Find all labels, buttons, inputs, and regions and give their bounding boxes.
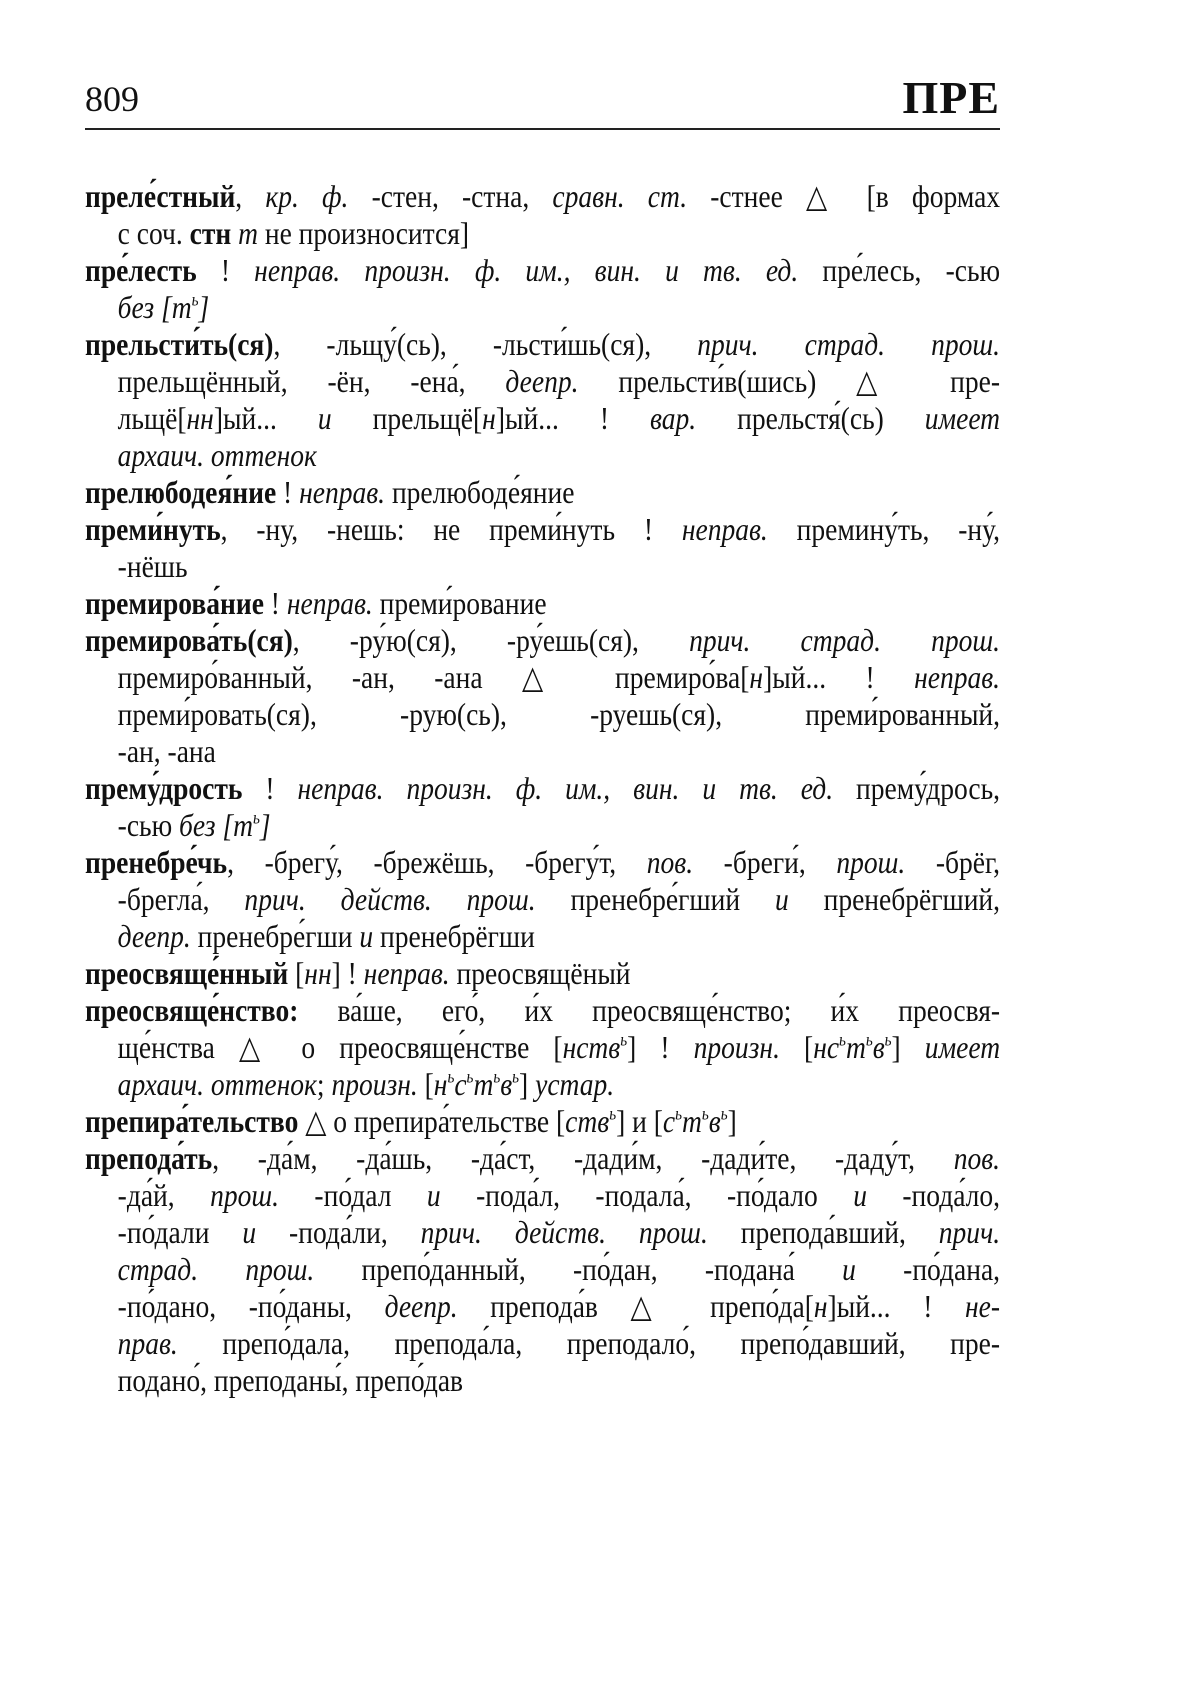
entry-text: стн [189,215,232,251]
headword: препода́ть [85,1140,213,1176]
soft-mark-superscript: ь [466,1066,474,1087]
entry-continuation-line [85,363,1000,400]
label-italic: кр. ф. [265,178,349,214]
entry-continuation-line [85,289,1000,326]
label-italic: не- [965,1288,1001,1324]
label-italic: прош. [836,844,906,880]
label-italic: нн [186,400,214,436]
headword: преле́стный [85,178,236,214]
label-italic: и [426,1177,441,1213]
entry-text: -по́дал [279,1177,427,1213]
entry-continuation-line [85,659,1000,696]
label-italic: в [500,1066,513,1102]
label-italic: н [813,1288,828,1324]
entry-first-line [85,326,1000,363]
dictionary-entry [85,252,1000,326]
headword: прельсти́ть(ся) [85,326,274,362]
label-italic: пов. [646,844,694,880]
entry-text: ] и [ [616,1103,663,1139]
label-italic: деепр. [384,1288,458,1324]
entry-text: -нёшь [117,548,188,584]
entry-continuation-line [85,918,1000,955]
dictionary-entry [85,770,1000,844]
entry-text: ]ый... ! [495,400,651,436]
dictionary-entries [85,178,1000,1399]
entry-text: ще́нства △ о преосвяще́нстве [ [117,1029,563,1065]
entry-continuation-line [85,696,1000,733]
label-italic: ] [198,289,210,325]
soft-mark-superscript: ь [701,1103,709,1124]
entry-text: преми́рование [372,585,547,621]
entry-text: , -ру́ю(ся), -ру́ешь(ся), [292,622,690,658]
label-italic: без [т [117,289,192,325]
label-italic: и [242,1214,257,1250]
dictionary-entry [85,844,1000,955]
label-italic: без [т [179,807,253,843]
entry-text: ] ! [331,955,364,991]
label-italic: имеет [924,1029,1001,1065]
label-italic: устар. [535,1066,615,1102]
label-italic: и [853,1177,867,1213]
entry-text: -бреги́, [693,844,837,880]
soft-mark-superscript: ь [191,289,199,310]
entry-text: ! [276,474,300,510]
entry-first-line [85,252,1000,289]
entry-text [231,215,238,251]
entry-text: ]ый... [213,400,318,436]
label-italic: неправ. [286,585,373,621]
entry-text: ! [242,770,298,806]
entry-continuation-line [85,548,1000,585]
headword: премирова́ть(ся) [85,622,293,658]
entry-text: ; [316,1066,332,1102]
label-italic: деепр. [505,363,579,399]
label-italic: прич. [938,1214,1001,1250]
label-italic: сравн. ст. [552,178,688,214]
soft-mark-superscript: ь [720,1103,728,1124]
label-italic: архаич. оттенок [117,437,317,473]
entry-text: пренебре́гший [535,881,775,917]
dictionary-entry [85,585,1000,622]
dictionary-entry [85,1140,1000,1399]
entry-text: препо́дала, препода́ла, преподало́, препо́давший, пре- [177,1325,1001,1361]
entry-text: препода́вший, [707,1214,939,1250]
entry-first-line [85,992,1000,1029]
entry-text: -да́й, [117,1177,211,1213]
entry-continuation-line [85,1325,1000,1362]
label-italic: страд. прош. [117,1251,315,1287]
soft-mark-superscript: ь [447,1066,455,1087]
label-italic: н [482,400,496,436]
entry-text: [ [417,1066,434,1102]
soft-mark-superscript: ь [675,1103,683,1124]
headword: преми́нуть [85,511,221,547]
entry-text: преми́ровать(ся), -рую(сь), -руешь(ся), преми́рованный, [117,696,1001,732]
headword: пре́лесть [85,252,197,288]
entry-continuation-line [85,733,1000,770]
label-italic: и [842,1251,856,1287]
entry-text: -по́дана, [855,1251,1001,1287]
entry-continuation-line [85,400,1000,437]
entry-continuation-line [85,215,1000,252]
entry-text: прельщё[ [331,400,483,436]
dictionary-entry [85,178,1000,252]
label-italic: произн. [693,1029,780,1065]
soft-mark-superscript: ь [884,1029,892,1050]
label-italic: н [749,659,764,695]
label-italic: н [433,1066,448,1102]
entry-text: △ о препира́тельстве [ [298,1103,566,1139]
label-italic: т [845,1029,866,1065]
entry-text: -пода́ли, [256,1214,421,1250]
entry-text: прельстя́(сь) [696,400,925,436]
entry-text: премиро́ванный, -ан, -ана △ премиро́ва[ [117,659,750,695]
entry-text: -пода́ло, [866,1177,1001,1213]
label-italic: неправ. произн. ф. им., вин. и тв. ед. [297,770,834,806]
label-italic: архаич. оттенок [117,1066,317,1102]
label-italic: прош. [210,1177,280,1213]
entry-text: прелюбоде́яние [385,474,575,510]
entry-continuation-line [85,1362,1000,1399]
label-italic: прич. действ. прош. [420,1214,708,1250]
headword: прелюбодея́ние [85,474,277,510]
label-italic: и [774,881,789,917]
entry-text: , -льщу́(сь), -льсти́шь(ся), [273,326,698,362]
entry-text: ] ! [627,1029,694,1065]
label-italic: т [682,1103,702,1139]
dictionary-entry [85,992,1000,1103]
entry-text: препода́в △ препо́да[ [457,1288,814,1324]
entry-text: , -брегу́, -брежёшь, -брегу́т, [227,844,647,880]
header-rule [85,128,1000,130]
soft-mark-superscript: ь [865,1029,873,1050]
entry-first-line [85,622,1000,659]
entry-text: -по́дали [117,1214,243,1250]
headword: преосвяще́нство: [85,992,299,1028]
entry-continuation-line [85,437,1000,474]
label-italic: т [238,215,258,251]
headword: преосвяще́нный [85,955,289,991]
entry-text: ] [727,1103,737,1139]
entry-text: препо́данный, -по́дан, -подана́ [314,1251,843,1287]
label-italic: нс [813,1029,840,1065]
entry-text: пренебрёгши [373,918,535,954]
entry-text: прельсти́в(шись) △ пре- [578,363,1001,399]
entry-text: -пода́л, -подала́, -по́дало [440,1177,854,1213]
entry-text: пренебре́гши [190,918,360,954]
entry-first-line [85,585,1000,622]
entry-continuation-line [85,1066,1000,1103]
headword: препира́тельство [85,1103,299,1139]
label-italic: пов. [953,1140,1001,1176]
headword: премирова́ние [85,585,264,621]
soft-mark-superscript: ь [839,1029,846,1050]
entry-text: -по́дано, -по́даны, [117,1288,385,1324]
entry-text: ] [519,1066,536,1102]
label-italic: неправ. [363,955,450,991]
soft-mark-superscript: ь [252,807,260,828]
label-italic: с [662,1103,676,1139]
page-header [85,74,1000,128]
entry-text: ]ый... ! [827,1288,966,1324]
label-italic: неправ. [299,474,386,510]
entry-text: пре́лесь, -сью [798,252,1001,288]
entry-text: ва́ше, его́, и́х преосвяще́нство; и́х преосвя- [298,992,1001,1028]
dictionary-entry [85,1103,1000,1140]
label-italic: неправ. [681,511,768,547]
entry-text: ! [196,252,255,288]
entry-continuation-line [85,881,1000,918]
label-italic: с [454,1066,467,1102]
entry-text: премину́ть, -ну́, [767,511,1001,547]
label-italic: нств [562,1029,621,1065]
entry-text: -ан, -ана [117,733,216,769]
soft-mark-superscript: ь [493,1066,501,1087]
entry-text: ] [891,1029,925,1065]
entry-continuation-line [85,1177,1000,1214]
entry-text: прему́дрось, [833,770,1001,806]
dictionary-entry [85,326,1000,474]
entry-first-line [85,178,1000,215]
entry-text: преосвящёный [449,955,631,991]
label-italic: деепр. [117,918,191,954]
entry-first-line [85,511,1000,548]
label-italic: нн [304,955,332,991]
entry-text: с соч. [117,215,190,251]
dictionary-entry [85,622,1000,770]
label-italic: ств [565,1103,610,1139]
entry-text: , -да́м, -да́шь, -да́ст, -дади́м, -дади́те, -даду́т, [212,1140,954,1176]
entry-continuation-line [85,1029,1000,1066]
label-italic: прич. страд. прош. [697,326,1001,362]
headword: прему́дрость [85,770,243,806]
soft-mark-superscript: ь [609,1103,617,1124]
entry-continuation-line [85,1288,1000,1325]
page-number: 809 [85,79,139,119]
label-italic: прав. [117,1325,178,1361]
guide-word: ПРЕ [902,72,1000,123]
entry-text: прельщённый, -ён, -ена́, [117,363,506,399]
entry-continuation-line [85,1251,1000,1288]
entry-first-line [85,474,1000,511]
label-italic: т [473,1066,494,1102]
label-italic: ] [259,807,271,843]
entry-text: -брёг, [905,844,1001,880]
entry-first-line [85,1140,1000,1177]
dictionary-entry [85,474,1000,511]
entry-text: льщё[ [117,400,187,436]
entry-first-line [85,1103,1000,1140]
label-italic: в [708,1103,721,1139]
entry-text: не произносится] [257,215,470,251]
soft-mark-superscript: ь [512,1066,520,1087]
entry-text: ]ый... ! [763,659,915,695]
entry-text: [ [779,1029,814,1065]
label-italic: в [872,1029,885,1065]
entry-text: -стен, -стна, [348,178,553,214]
headword: пренебре́чь [85,844,228,880]
dictionary-entry [85,511,1000,585]
entry-text: , -ну, -нешь: не преми́нуть ! [220,511,682,547]
entry-first-line [85,770,1000,807]
entry-text: -брегла́, [117,881,245,917]
entry-continuation-line [85,807,1000,844]
label-italic: неправ. произн. ф. им., вин. и тв. ед. [254,252,799,288]
entry-text: подано́, преподаны́, препо́дав [117,1362,464,1398]
entry-text: [ [288,955,305,991]
label-italic: прич. действ. прош. [244,881,536,917]
entry-first-line [85,844,1000,881]
label-italic: и [359,918,374,954]
entry-text: пренебрёгший, [788,881,1001,917]
soft-mark-superscript: ь [620,1029,628,1050]
label-italic: имеет [924,400,1001,436]
label-italic: неправ. [914,659,1001,695]
entry-text: ! [263,585,287,621]
entry-continuation-line [85,1214,1000,1251]
entry-first-line [85,955,1000,992]
entry-text: -сью [117,807,180,843]
label-italic: и [317,400,332,436]
dictionary-entry [85,955,1000,992]
label-italic: прич. страд. прош. [689,622,1001,658]
entry-text: -стнее △ [в формах [687,178,1001,214]
entry-text: , [235,178,266,214]
label-italic: произн. [331,1066,418,1102]
label-italic: вар. [650,400,697,436]
